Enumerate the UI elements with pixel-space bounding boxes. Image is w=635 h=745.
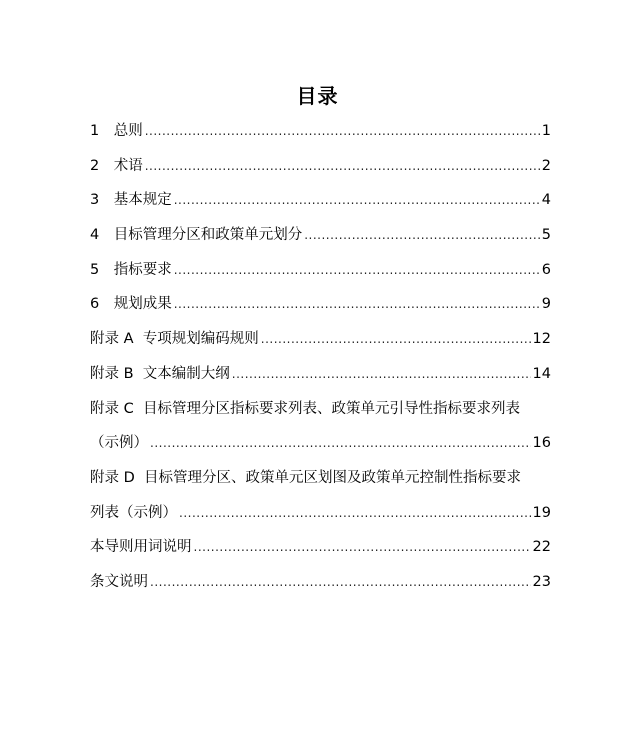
toc-entry-page: 9 bbox=[541, 296, 551, 313]
toc-entry-label: 2 术语 bbox=[90, 157, 143, 174]
toc-entry-basic-rules[interactable] bbox=[90, 183, 551, 218]
toc-entry-label: 附录 C 目标管理分区指标要求列表、政策单元引导性指标要求列表 bbox=[90, 400, 520, 417]
dot-leader bbox=[194, 530, 531, 565]
toc-entry-appendix-d-continued[interactable] bbox=[90, 496, 551, 531]
toc-entry-appendix-d[interactable] bbox=[90, 461, 551, 496]
toc-entry-appendix-c-continued[interactable] bbox=[90, 426, 551, 461]
toc-entry-page: 14 bbox=[532, 365, 551, 382]
toc-entry-label: 附录 D 目标管理分区、政策单元区划图及政策单元控制性指标要求 bbox=[90, 469, 521, 486]
toc-entry-terms[interactable] bbox=[90, 149, 551, 184]
dot-leader bbox=[174, 287, 540, 322]
toc-entry-label: 1 总则 bbox=[90, 123, 143, 139]
toc-entry-page: 19 bbox=[532, 504, 551, 521]
toc-title: 目录 bbox=[296, 84, 339, 108]
dot-leader bbox=[145, 149, 540, 184]
dot-leader bbox=[150, 565, 531, 600]
toc-entry-general[interactable] bbox=[90, 114, 551, 149]
toc-entry-page: 16 bbox=[532, 435, 551, 452]
toc-entry-indicators[interactable] bbox=[90, 253, 551, 288]
toc-entry-label: 附录 A 专项规划编码规则 bbox=[90, 331, 259, 348]
toc-entry-page: 1 bbox=[541, 123, 551, 139]
toc-entry-page: 6 bbox=[541, 261, 551, 278]
toc-entry-page: 12 bbox=[532, 331, 551, 348]
toc-entry-wording-notes[interactable] bbox=[90, 530, 551, 565]
toc-entry-label: （示例） bbox=[90, 435, 148, 452]
dot-leader bbox=[174, 183, 540, 218]
toc-entry-page: 22 bbox=[532, 539, 551, 556]
toc-entry-page: 4 bbox=[541, 192, 551, 209]
dot-leader bbox=[179, 496, 531, 531]
toc-entry-label: 3 基本规定 bbox=[90, 192, 172, 209]
toc-entry-label: 附录 B 文本编制大纲 bbox=[90, 365, 230, 382]
toc-entry-page: 23 bbox=[532, 573, 551, 590]
toc-entry-label: 本导则用词说明 bbox=[90, 539, 192, 556]
toc-entry-appendix-a[interactable] bbox=[90, 322, 551, 357]
toc-entry-clause-notes[interactable] bbox=[90, 565, 551, 600]
dot-leader bbox=[304, 218, 540, 253]
toc-entry-label: 6 规划成果 bbox=[90, 296, 172, 313]
toc-entry-outcomes[interactable] bbox=[90, 287, 551, 322]
toc-entry-label: 列表（示例） bbox=[90, 504, 177, 521]
dot-leader bbox=[145, 114, 540, 149]
dot-leader bbox=[232, 357, 531, 392]
toc-entry-label: 条文说明 bbox=[90, 573, 148, 590]
table-of-contents bbox=[90, 114, 551, 600]
dot-leader bbox=[174, 253, 540, 288]
toc-entry-page: 2 bbox=[541, 157, 551, 174]
dot-leader bbox=[261, 322, 531, 357]
toc-entry-label: 4 目标管理分区和政策单元划分 bbox=[90, 227, 303, 244]
toc-entry-zoning[interactable] bbox=[90, 218, 551, 253]
toc-entry-appendix-b[interactable] bbox=[90, 357, 551, 392]
toc-entry-page: 5 bbox=[541, 227, 551, 244]
toc-entry-label: 5 指标要求 bbox=[90, 261, 172, 278]
dot-leader bbox=[150, 426, 531, 461]
toc-entry-appendix-c[interactable] bbox=[90, 392, 551, 427]
